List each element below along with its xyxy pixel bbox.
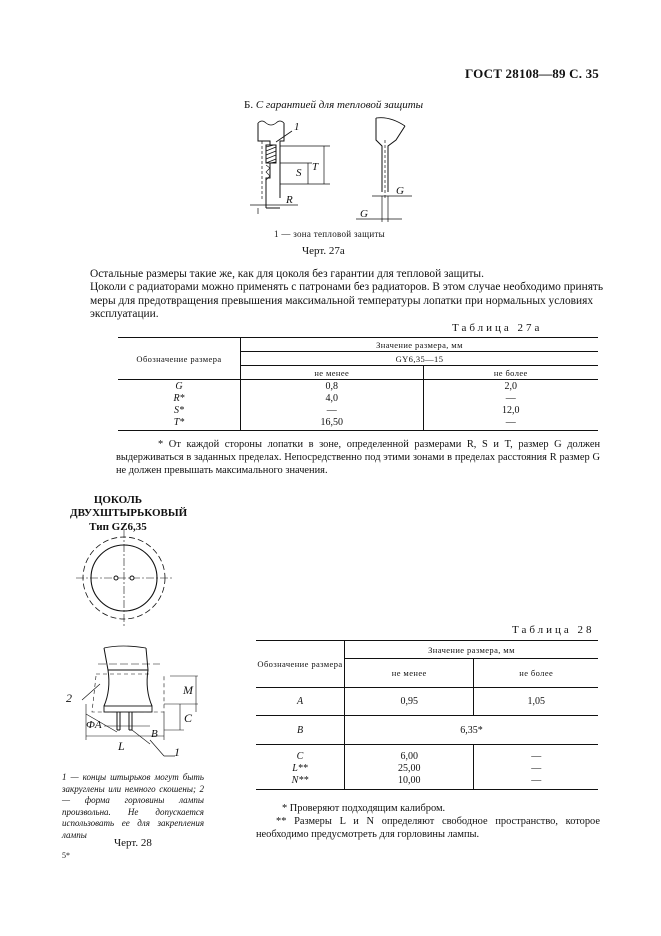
table-28-header-max: не более [519,668,554,678]
paragraph-1: Остальные размеры такие же, как для цоколя без гарантии для тепловой защиты. [90,268,484,280]
table-27a-header-min: не менее [241,366,424,380]
table-28-cell-max: — [531,762,542,774]
figure-28-legend: 1 — концы штырьков могут быть закруглены или немного скошены; 2 — форма горловины лампы произвольна. Не допускается использовать ее для закрепления лампы [62,772,204,840]
fig27a-label-R: R [286,194,293,206]
table-27a-header-max: не более [423,366,598,380]
table-27a-header-type: GY6,35—15 [241,352,599,366]
table-28-cell-max: 1,05 [527,696,545,707]
section-b-title [244,99,423,111]
table-28-cell-name: L** [256,762,345,774]
page-mark: 5* [62,851,70,860]
table-28-cell-name: A [256,688,345,716]
table-28-cell-max: — [531,774,542,786]
section-2-title [70,494,188,534]
table-28-cell-name: C [256,745,345,763]
figure-27a-legend: 1 — зона тепловой защиты [274,229,386,239]
section-2-title-line-1: ЦОКОЛЬ [93,494,143,506]
fig27a-label-T: T [312,161,319,173]
table-28-header-value: Значение размера, мм [345,641,599,659]
table-27a-cell-min: 0,8 [241,380,424,393]
section-2-title-line-2: ДВУХШТЫРЬКОВЫЙ [70,507,188,519]
fig28-label-phiA: ФA [86,719,102,731]
table-28-header-min: не менее [345,659,474,688]
fig27a-label-G-upper: G [396,185,404,197]
table-28-cell-max: — [531,750,542,762]
section-b-prefix: Б. [244,99,254,111]
table-row [256,774,598,790]
table-28-cell-min: 25,00 [345,762,474,774]
table-27a-cell-min: 16,50 [241,416,424,431]
fig27a-label-1: 1 [294,121,300,133]
table-row [256,745,598,763]
figure-27a-caption: Черт. 27а [302,245,345,257]
paragraph-2: Цоколи с радиаторами можно применять с патронами без радиаторов. В этом случае необходимо принять меры для предотвращения превышения максимальной температуры лопатки при нормальных условиях эксплуатации. [90,281,604,320]
fig28-label-B: B [151,728,158,740]
table-27a-cell-min: — [241,404,424,416]
table-27a-cell-name: G [118,380,241,393]
table-28-cell-min: 0,95 [345,688,474,716]
table-27a-cell-max: — [505,416,516,428]
fig27a-label-S: S [296,167,302,179]
table-row [118,380,598,393]
table-27a-footnote: * От каждой стороны лопатки в зоне, определенной размерами R, S и T, размер G должен выдерживаться в заданных пределах. Непосредственно под этими зонами в пределах расстояния R размер G не должен превышать максимального значения. [116,439,600,476]
table-27a-header-designation: Обозначение размера [118,338,241,380]
table-27a-cell-min: 4,0 [241,392,424,404]
table-28-footnote-1: * Проверяют подходящим калибром. [282,803,446,814]
table-row [256,762,598,774]
table-row [118,416,598,431]
table-27a-cell-name: T* [118,416,241,431]
table-27a-cell-max: 12,0 [502,404,520,416]
table-28-cell-merged: 6,35* [460,724,483,736]
table-28-cell-name: N** [256,774,345,790]
fig28-label-C: C [184,711,193,725]
table-28 [256,640,598,790]
fig28-label-L: L [118,739,125,753]
table-27a-cell-name: R* [118,392,241,404]
section-2-type: Тип GZ6,35 [89,521,147,533]
fig28-label-M: M [183,683,193,697]
table-row [118,404,598,416]
table-27a-cell-max: 2,0 [504,380,518,392]
fig28-label-1: 1 [174,745,180,759]
table-28-caption: Таблица 28 [512,624,595,636]
page-header: ГОСТ 28108—89 С. 35 [465,66,599,81]
figure-28-caption: Черт. 28 [114,837,152,849]
section-b-title-text: С гарантией для тепловой защиты [255,99,424,111]
table-27a-cell-name: S* [118,404,241,416]
table-28-footnote-2: ** Размеры L и N определяют свободное пространство, которое необходимо предусмотреть для горловины лампы. [256,816,600,840]
fig27a-label-G-lower: G [360,208,368,220]
table-27a-header-value: Значение размера, мм [241,338,599,352]
table-27a-caption: Таблица 27а [452,322,543,334]
table-27a [118,337,598,431]
fig28-label-2: 2 [66,691,72,705]
table-28-cell-min: 6,00 [345,745,474,763]
table-28-cell-min: 10,00 [345,774,474,790]
table-row [256,716,598,745]
table-27a-cell-max: — [505,392,516,404]
table-row [256,688,598,716]
table-28-header-designation: Обозначение размера [256,641,345,688]
table-row [118,392,598,404]
table-28-cell-name: B [256,716,345,745]
